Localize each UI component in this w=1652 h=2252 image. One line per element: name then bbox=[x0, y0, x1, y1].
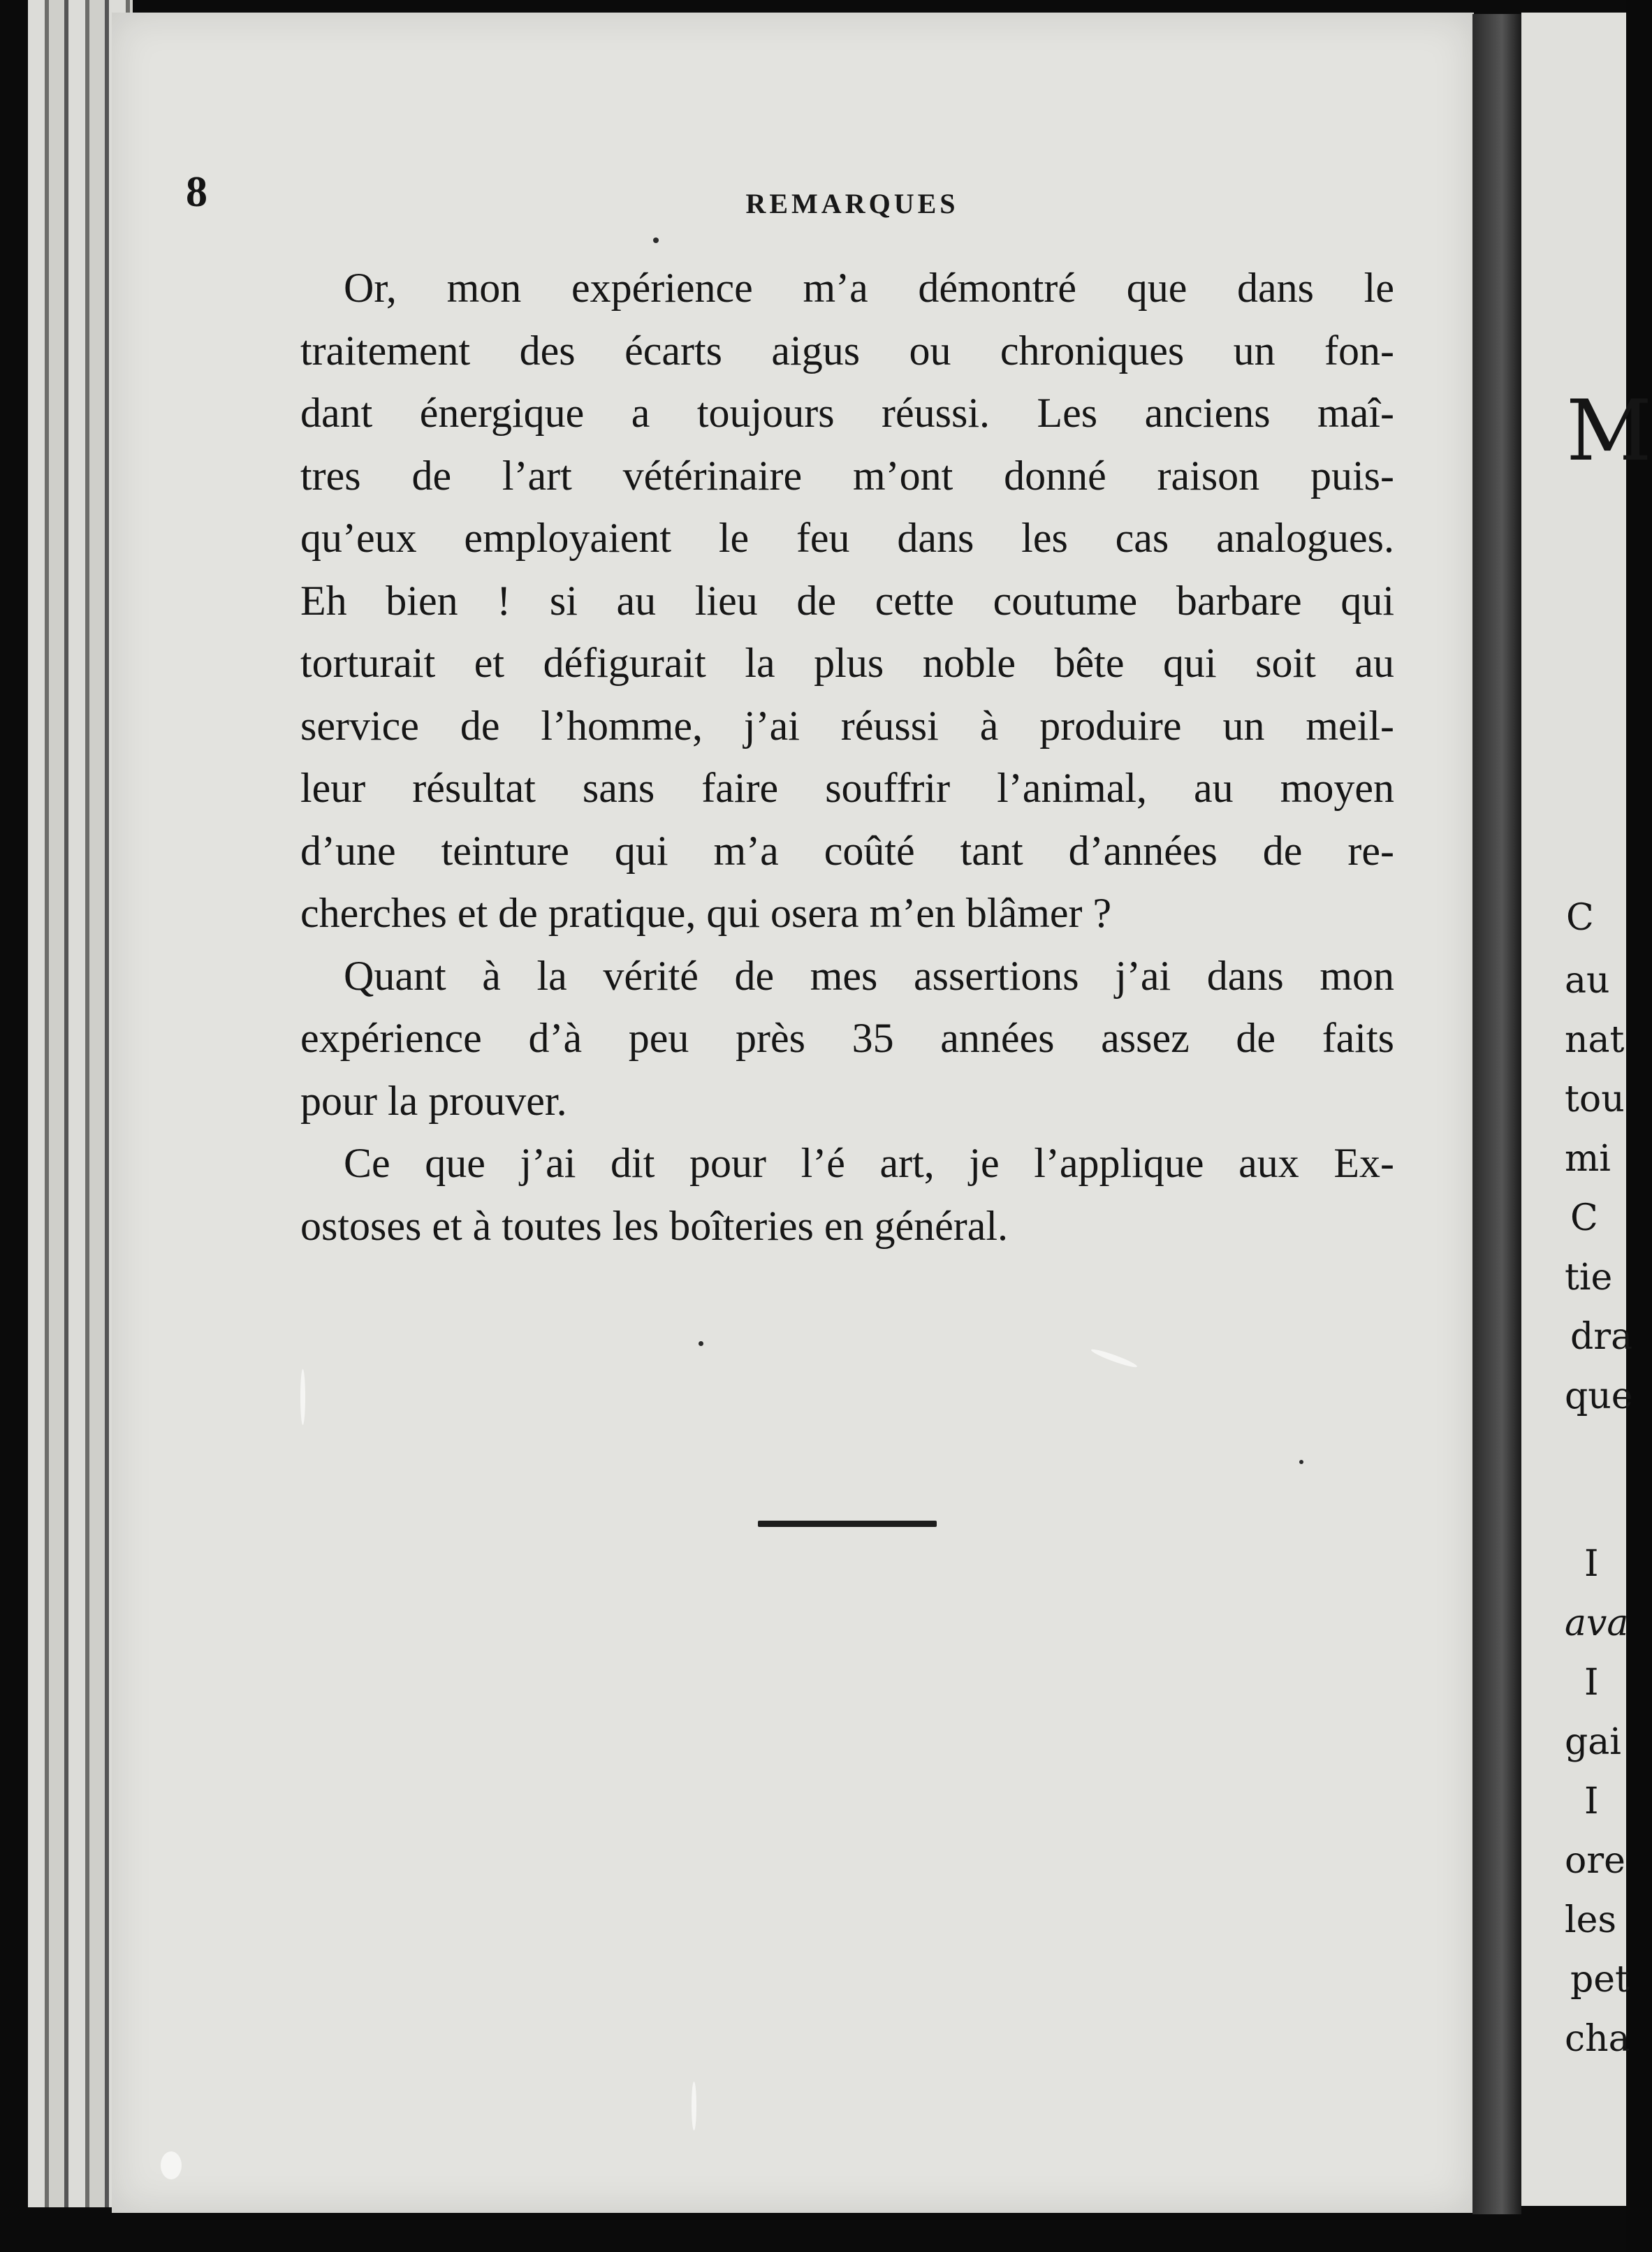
paragraph bbox=[300, 1132, 1394, 1257]
book-spine bbox=[1472, 14, 1521, 2214]
scan-speck bbox=[161, 2151, 182, 2179]
text-line: cherches et de pratique, qui osera m’en blâmer ? bbox=[300, 890, 1112, 936]
scan-dust bbox=[699, 1341, 703, 1346]
facing-page-fragment: C bbox=[1566, 897, 1594, 939]
text-line: torturait et défigurait la plus noble bête qui soit au bbox=[300, 640, 1394, 686]
facing-page bbox=[1521, 13, 1652, 2206]
facing-page-fragment: ore bbox=[1565, 1840, 1625, 1882]
scan-dust bbox=[1299, 1460, 1303, 1464]
paragraph bbox=[300, 945, 1394, 1133]
text-line: traitement des écarts aigus ou chroniques un fon- bbox=[300, 327, 1394, 374]
body-text bbox=[300, 257, 1394, 1257]
scan-speck bbox=[300, 1369, 305, 1425]
paragraph bbox=[300, 257, 1394, 945]
text-line: Ce que j’ai dit pour l’é art, je l’applique aux Ex- bbox=[344, 1140, 1394, 1186]
facing-page-fragment: M bbox=[1566, 383, 1652, 480]
facing-page-fragment: dra bbox=[1570, 1316, 1633, 1358]
facing-page-fragment: au bbox=[1565, 960, 1610, 1002]
text-line: expérience d’à peu près 35 années assez de faits bbox=[300, 1015, 1394, 1061]
text-line: Quant à la vérité de mes assertions j’ai dans mon bbox=[344, 952, 1394, 999]
text-line: dant énergique a toujours réussi. Les anciens maî- bbox=[300, 390, 1394, 436]
facing-page-fragment: I bbox=[1584, 1543, 1599, 1585]
scan-dust bbox=[653, 237, 659, 243]
facing-page-fragment: gai bbox=[1565, 1721, 1621, 1763]
facing-page-fragment: ava bbox=[1565, 1602, 1629, 1644]
text-line: Or, mon expérience m’a démontré que dans le bbox=[344, 265, 1394, 311]
end-rule bbox=[758, 1521, 937, 1527]
text-line: d’une teinture qui m’a coûté tant d’années de re- bbox=[300, 827, 1394, 874]
facing-page-fragment: les bbox=[1565, 1899, 1617, 1941]
text-line: service de l’homme, j’ai réussi à produire un meil- bbox=[300, 702, 1394, 749]
facing-page-fragment: C bbox=[1570, 1197, 1598, 1239]
scan-speck bbox=[692, 2082, 696, 2130]
text-line: Eh bien ! si au lieu de cette coutume barbare qui bbox=[300, 577, 1394, 624]
text-line: ostoses et à toutes les boîteries en général. bbox=[300, 1202, 1009, 1249]
facing-page-fragment: mi bbox=[1565, 1138, 1611, 1180]
facing-page-fragment: tie bbox=[1565, 1257, 1613, 1299]
text-line: tres de l’art vétérinaire m’ont donné raison puis- bbox=[300, 452, 1394, 499]
text-line: qu’eux employaient le feu dans les cas analogues. bbox=[300, 515, 1394, 561]
facing-page-fragment: que bbox=[1565, 1375, 1633, 1417]
facing-page-fragment: pet bbox=[1570, 1959, 1630, 2001]
facing-page-fragment: cha bbox=[1565, 2018, 1630, 2060]
running-head: REMARQUES bbox=[745, 188, 959, 219]
facing-page-fragment: I bbox=[1584, 1781, 1599, 1822]
facing-page-fragment: I bbox=[1584, 1662, 1599, 1704]
facing-page-fragment: nat bbox=[1565, 1019, 1625, 1061]
page-number: 8 bbox=[186, 168, 207, 216]
facing-page-fragment: tou bbox=[1565, 1079, 1625, 1120]
text-line: pour la prouver. bbox=[300, 1077, 567, 1124]
text-line: leur résultat sans faire souffrir l’animal, au moyen bbox=[300, 765, 1394, 811]
